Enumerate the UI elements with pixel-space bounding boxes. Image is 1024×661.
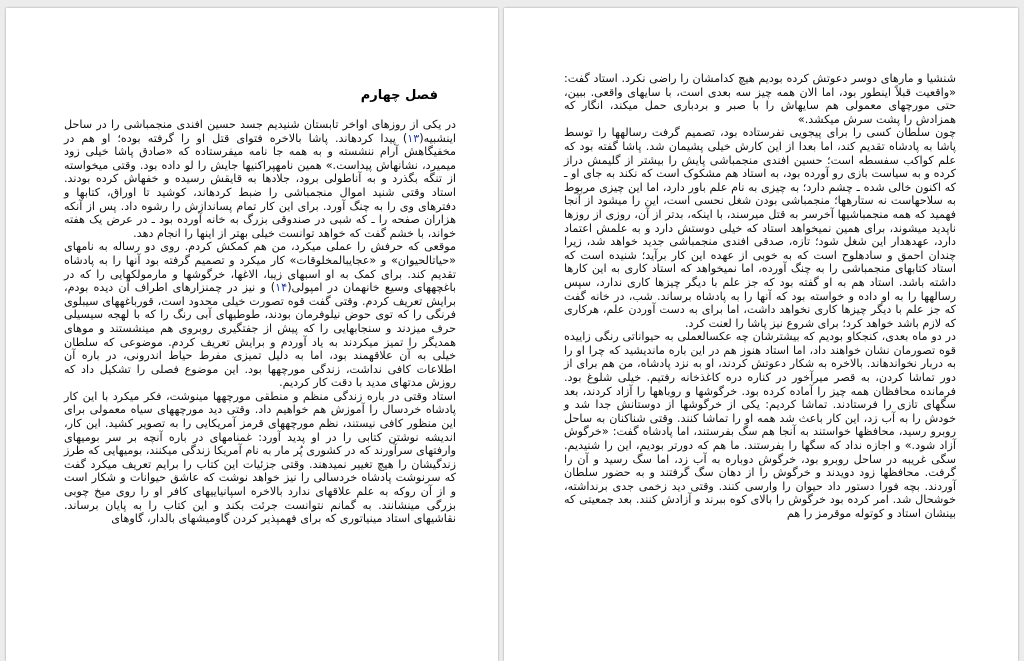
left-page: [6, 8, 498, 661]
paragraph: در دو ماه بعدی، کنجکاو بودیم که بیشترشان چه عکسالعملی به حیواناتی رنگی زاییده قوه تصورمان نشان خواهند داد، اما استاد هنوز هم در این باره ماندیشید که چرا او را به دربار نخواندهاند. بالاخره به شکار دعوتش کردند، او به نزد پادشاه، من هم برای از دور تماشا کردن، به قصر میرآخور در کناره دره کاغذخانه رفتیم. خیلی شلوغ بود. فرمانده محافظان همه چیز را آماده کرده بود. خرگوشها و روباهها را آزاد کردند، بعد سگهای تازی را فرستادند. تماشا کردیم: یکی از خرگوشها از دوستانش جدا شد و خودش را به آب زد، این کار باعث شد همه او را تماشا کنند. وقتی شناکنان به ساحل روبرو رسید، محافظها خواستند به آنجا هم سگ بفرستند، اما پادشاه گفت: «خرگوش آزاد شود.» و اجازه نداد که سگها را بفرستند. ما هم که دورتر بودیم، این را شنیدیم. سگی غریبه در ساحل روبرو بود، خرگوش دوباره به آب زد، اما سگ رسید و آن را گرفت. محافظها زود دویدند و خرگوش را از دهان سگ گرفتند و به حضور سلطان آوردند. بچه فورا دستور داد حیوان را وارسی کنند. وقتی دید زخمی جدی برنداشته، خوشحال شد. امر کرده بود خرگوش را بالای کوه ببرند و آزادش کنند. بعد جمعیتی که بینشان استاد و کوتوله موقرمز را هم: [564, 330, 956, 520]
right-page: [504, 8, 1018, 661]
right-page-text: [564, 72, 956, 521]
paragraph: موقعی که حرفش را عملی میکرد، من هم کمکش کردم. روی دو رساله به نامهای «حیاتالحیوان» و «عجایبالمخلوقات» کار میکرد و تصمیم گرفته بود آنها را به پادشاه تقدیم کند. برای کمک به او اسبهای زیبا، الاغها، خرگوشها و مارمولکهایی را که در باغچههای وسیع خانهمان در امپولی(۱۴) و نیز در چمنزارهای اطراف آن دیده بودم، برایش تعریف کردم. وقتی گفت قوه تصورت خیلی محدود است، قورباغههای سیبلوی فرنگی را که توی حوض نیلوفرمان بودند، طوطیهای آبی رنگ را که با لهجه سیسیلی حرف میزدند و سنجابهایی را که پیش از جفتگیری روبروی هم مینشستند و موهای همدیگر را تمیز میکردند به یاد آوردم و برایش تعریف کردم. موضوعی که سلطان خیلی به آن علاقهمند بود، اما به دلیل تمیزی مفرط حیاط اندرونی، در باره آن اطلاعات کافی نداشت، زندگی مورچهها بود. این موضوع فصلی را تشکیل داد که روزش مدتهای مدید با دقت کار کردیم.: [64, 240, 456, 390]
footnote-link[interactable]: ۱۳: [407, 131, 420, 145]
footnote-link[interactable]: ۱۴: [275, 281, 288, 295]
paragraph: شنشیا و مارهای دوسر دعوتش کرده بودیم هیچ کدامشان را راضی نکرد. استاد گفت: «واقعیت قبلاً اینطور بود، اما الان همه چیز سه بعدی است، با سایهای واقعی. ببین، حتی مورچهای معمولی هم سایهاش را با صبر و بردباری حمل میکند، انگار که همزادش را پشت سرش میکشد.»: [564, 72, 956, 126]
paragraph: چون سلطان کسی را برای پیجویی نفرستاده بود، تصمیم گرفت رسالهها را توسط پاشا به پادشاه تقدیم کند، اما بعدا از این کارش خیلی پشیمان شد. پاشا گفته بود که علم کواکب سفسطه است؛ حسین افندی منجمباشی پایش را بیشتر از گلیمش دراز کرده و به سیاست بازی رو آورده بود، به استاد هم مشکوک است که نکند به جای او ـ که اکنون خالی شده ـ چشم دارد؛ به چیزی به نام علم باور دارد، اما این چیزی مربوط به سلاحهاست نه ستارهها؛ منجمباشی بودن شغل نحسی است، این را میشود از آنجا فهمید که همه منجمباشیها آخرسر به قتل میرسند، با اینکه، بدتر از آن، روزی از روزها ناپدید میشوند، برای همین نمیخواهد استاد که خیلی دوستش دارد و به علمش اعتماد دارد، عهدهدار این شغل شود؛ تازه، صدقی افندی منجمباشی جدید خواهد شد، زیرا چندان احمق و سادهلوح است که به خوبی از عهده این کار برآید؛ شنیده است که استاد کتابهای منجمباشی را به چنگ آورده، اما نمیخواهد که استاد کاری به این کارها داشته باشد. استاد هم به او گفته بود که جز علم با دیگر چیزها کاری ندارد، سپس رسالهها را به او داده و خواسته بود که آنها را به پادشاه برساند. شب، در خانه گفت که جز علم با دیگر چیزها کاری نخواهد داشت، اما برای به دست آوردن علم، هرکاری که لازم باشد خواهد کرد؛ برای شروع نیز پاشا را لعنت کرد.: [564, 126, 956, 330]
paragraph: استاد وقتی در باره زندگی منظم و منطقی مورچهها مینوشت، فکر میکرد با این کار پادشاه خردسال را آموزش هم خواهیم داد. وقتی دید مورچههای سیاه معمولی برای این منظور کافی نیستند، نظم مورچههای قرمز آمریکایی را به تصویر کشید. این کار، اندیشه نوشتن کتابی را در او پدید آورد: غمنامهای در باره آنچه بر سر بومیهای وارفتهای سرآورند که در کشوری پُر مار به نام آمریکا زندگی میکنند، بومیهایی که طرز زندگیشان را هیچ تغییر نمیدهند. وقتی جزئیات این کتاب را برایم تعریف میکرد گفت که سرنوشت پادشاه خردسالی را نیز خواهد نوشت که عاشق حیوانات و شکار است و از آن روکه به علم علاقهای ندارد بالاخره اسپانیاییهای کافر او را روی میخ چوبی بزرگی مینشانند. به گمانم نتوانست جرئت بکند و این کتاب را به پایان برساند. نقاشیهای استاد مینیاتوری که برای فهمپذیر کردن گاومیشهای بالدار، گاوهای: [64, 389, 456, 526]
chapter-title: فصل چهارم: [360, 88, 438, 103]
paragraph: در یکی از روزهای اواخر تابستان شنیدیم جسد حسین افندی منجمباشی را در ساحل اینشبیه(۱۳) پیدا کردهاند. پاشا بالاخره فتوای قتل او را گرفته بوده؛ او هم در مخفیگاهش آرام ننشسته و به همه جا نامه میفرستاده که «صادق پاشا خیلی زود میمیرد، نشانهاش پیداست.» همین نامهپراکنیها جایش را لو داده بود. وقتی میخواسته از تنگه بگذرد و به آناطولی برود، جلادها به قایقش رسیده و خفهاش کرده بودند. استاد وقتی شنید اموال منجمباشی را ضبط کردهاند، کوشید تا اوراق، کتابها و دفترهای وی را به چنگ آورد. برای این کار تمام پساندازش را رشوه داد. پس از آنکه هزاران صفحه را ـ که شبی در صندوقی بزرگ به خانه آورده بود ـ در عرض یک هفته خواند، با خشم گفت که خواهد توانست خیلی بهتر از اینها را انجام دهد.: [64, 118, 456, 240]
left-page-text: [64, 118, 456, 526]
